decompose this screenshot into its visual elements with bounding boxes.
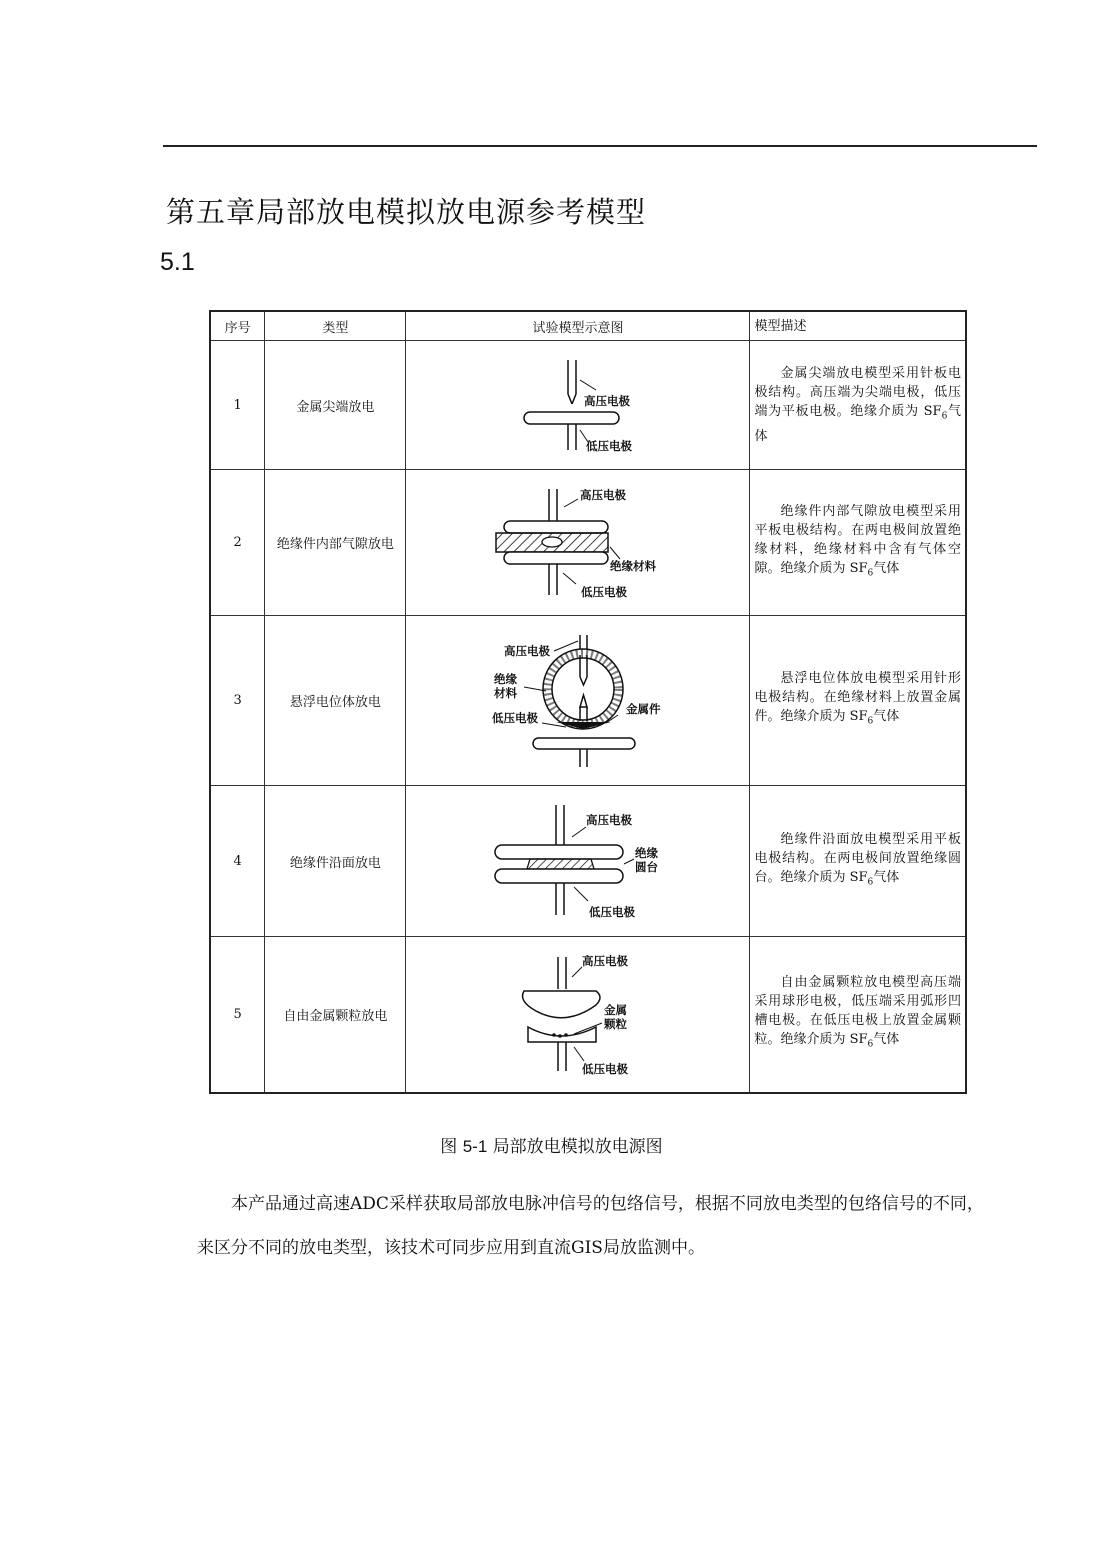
label-lv-electrode: 低压电极	[492, 710, 539, 725]
description-tail: 气体	[873, 1032, 900, 1048]
discharge-model-table	[209, 310, 967, 1094]
label-lv-electrode: 低压电极	[581, 584, 628, 599]
row-type: 金属尖端放电	[265, 341, 406, 470]
description-tail: 气体	[873, 560, 900, 576]
description-text: 悬浮电位体放电模型采用针形电极结构。在绝缘材料上放置金属件。绝缘介质为 SF	[754, 671, 961, 725]
table-row	[210, 341, 966, 470]
label-hv-electrode: 高压电极	[586, 812, 633, 827]
free-particle-diagram	[406, 937, 749, 1091]
caption-prefix: 图	[440, 1137, 458, 1157]
surface-discharge-diagram	[406, 787, 749, 936]
label-lv-electrode: 低压电极	[589, 904, 636, 919]
figure-caption	[0, 1132, 1103, 1157]
label-insulation-material: 绝缘材料	[610, 558, 657, 573]
body-paragraph: 本产品通过高速ADC采样获取局部放电脉冲信号的包络信号，根据不同放电类型的包络信号的不同，来区分不同的放电类型，该技术可同步应用到直流GIS局放监测中。	[197, 1194, 984, 1258]
subscript-6: 6	[867, 716, 874, 727]
caption-number: 5-1	[462, 1137, 488, 1156]
description-tail: 气体	[873, 709, 900, 725]
description-text: 自由金属颗粒放电模型高压端采用球形电极，低压端采用弧形凹槽电极。在低压电极上放置金属颗粒。绝缘介质为 SF	[754, 975, 961, 1048]
label-insulation: 绝缘	[494, 671, 518, 686]
row-description	[750, 470, 966, 616]
chapter-title: 第五章局部放电模拟放电源参考模型	[166, 195, 647, 229]
row-description	[750, 937, 966, 1093]
floating-potential-diagram	[406, 617, 749, 785]
subscript-6: 6	[867, 568, 874, 579]
description-tail: 气体	[754, 404, 961, 444]
row-description	[750, 341, 966, 470]
header-diagram: 试验模型示意图	[406, 311, 750, 341]
row-number: 4	[210, 786, 265, 937]
header-description: 模型描述	[750, 311, 966, 341]
table-row	[210, 616, 966, 786]
description-text: 绝缘件内部气隙放电模型采用平板电极结构。在两电极间放置绝缘材料，绝缘材料中含有气体空隙。绝缘介质为 SF	[754, 503, 961, 576]
row-number: 3	[210, 616, 265, 786]
description-tail: 气体	[873, 869, 900, 885]
row-type: 绝缘件沿面放电	[265, 786, 406, 937]
row-number: 2	[210, 470, 265, 616]
diagram-cell	[406, 470, 750, 616]
table-row	[210, 786, 966, 937]
section-number: 5.1	[160, 248, 195, 276]
label-material: 材料	[494, 685, 518, 700]
row-type: 悬浮电位体放电	[265, 616, 406, 786]
header-no: 序号	[210, 311, 265, 341]
diagram-cell	[406, 341, 750, 470]
table-row	[210, 470, 966, 616]
label-metal-part: 金属件	[626, 701, 661, 716]
label-cone: 圆台	[635, 859, 659, 874]
subscript-6: 6	[867, 1040, 874, 1051]
diagram-cell	[406, 786, 750, 937]
description-text: 金属尖端放电模型采用针板电极结构。高压端为尖端电极，低压端为平板电极。绝缘介质为 SF	[754, 366, 961, 420]
row-number: 1	[210, 341, 265, 470]
subscript-6: 6	[941, 411, 948, 422]
label-hv-electrode: 高压电极	[504, 643, 551, 658]
label-lv-electrode: 低压电极	[582, 1062, 629, 1077]
diagram-cell	[406, 616, 750, 786]
row-number: 5	[210, 937, 265, 1093]
metal-tip-diagram	[406, 342, 749, 469]
subscript-6: 6	[867, 877, 874, 888]
label-insulation: 绝缘	[635, 845, 659, 860]
caption-text: 局部放电模拟放电源图	[492, 1137, 663, 1157]
row-description	[750, 786, 966, 937]
label-hv-electrode: 高压电极	[582, 954, 629, 969]
label-hv-electrode: 高压电极	[584, 393, 631, 408]
diagram-cell	[406, 937, 750, 1093]
label-hv-electrode: 高压电极	[580, 487, 627, 502]
internal-void-diagram	[406, 471, 749, 615]
label-particle: 颗粒	[604, 1017, 628, 1032]
table-header-row	[210, 311, 966, 341]
table-row	[210, 937, 966, 1093]
description-text: 绝缘件沿面放电模型采用平板电极结构。在两电极间放置绝缘圆台。绝缘介质为 SF	[754, 831, 961, 885]
header-type: 类型	[265, 311, 406, 341]
row-type: 自由金属颗粒放电	[265, 937, 406, 1093]
header-rule	[163, 145, 1037, 147]
row-type: 绝缘件内部气隙放电	[265, 470, 406, 616]
row-description	[750, 616, 966, 786]
label-metal: 金属	[604, 1003, 628, 1018]
label-lv-electrode: 低压电极	[586, 438, 633, 453]
